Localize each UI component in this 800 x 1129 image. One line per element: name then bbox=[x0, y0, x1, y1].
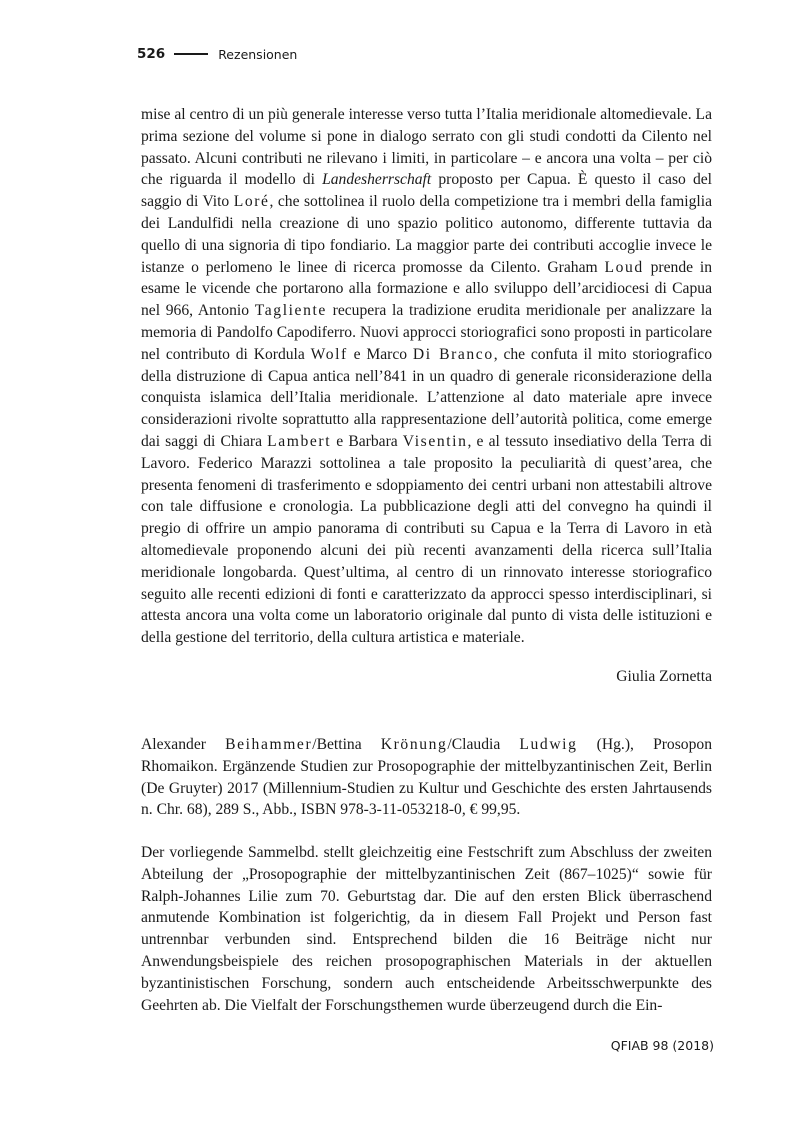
review-paragraph: Der vorliegende Sammelbd. stellt gleichzeitig eine Festschrift zum Abschluss der zweiten Abteilung der „Prosopographie der mittelbyzantinischen Zeit (867–1025)“ sowie für Ralph-Johannes Lilie zum 70. Geburtstag dar. Die auf den ersten Blick überraschend anmutende Kombination ist folgerichtig, da in diesem Fall Projekt und Person fast untrennbar verbunden sind. Entsprechend bilden die 16 Beiträge nicht nur Anwendungsbeispiele des reichen prosopographischen Materials in der aktuellen byzantinistischen Forschung, sondern auch entscheidende Arbeitsschwerpunkte des Geehrten ab. Die Vielfalt der Forschungsthemen wurde überzeugend durch die Ein- bbox=[141, 844, 712, 1014]
italic-term: Landesherrschaft bbox=[322, 171, 432, 189]
author-name: Lambert bbox=[267, 432, 332, 450]
editor-name: Beihammer bbox=[225, 736, 313, 753]
author-name: Di Branco bbox=[412, 345, 494, 363]
journal-footer: QFIAB 98 (2018) bbox=[610, 1038, 714, 1053]
review-body bbox=[141, 842, 712, 1016]
author-name: Wolf bbox=[310, 345, 348, 363]
author-name: Loud bbox=[604, 258, 644, 276]
header-rule bbox=[174, 53, 208, 55]
editor-name: Krönung bbox=[380, 736, 448, 753]
editor-name: Ludwig bbox=[519, 736, 578, 753]
section-title: Rezensionen bbox=[218, 46, 298, 62]
review-paragraph: mise al centro di un più generale interesse verso tutta l’Italia meridionale altomedievale. La prima sezione del volume si pone in dialogo serrato con gli studi condotti da Cilento nel passato. Alcuni contributi ne rilevano i limiti, in particolare – e ancora una volta – per ciò che riguarda il modello di Landesherrschaft proposto per Capua. È questo il caso del saggio di Vito Loré, che sottolinea il ruolo della competizione tra i membri della famiglia dei Landulfidi nella creazione di uno spazio politico autonomo, differente tuttavia da quello di una signoria di tipo fondiario. La maggior parte dei contributi accoglie invece le istanze o perlomeno le linee di ricerca promosse da Cilento. Graham Loud prende in esame le vicende che portarono alla formazione e allo sviluppo dell’arcidiocesi di Capua nel 966, Antonio Tagliente recupera la tradizione erudita meridionale per analizzare la memoria di Pandolfo Capodiferro. Nuovi approcci storiografici sono proposti in particolare nel contributo di Kordula Wolf e Marco Di Branco, che confuta il mito storiografico della distruzione di Capua antica nell’841 in un quadro di generale riconsiderazione della conquista islamica dell’Italia meridionale. L’attenzione al dato materiale apre invece considerazioni rivolte soprattutto alla rappresentazione dell’autorità politica, come emerge dai saggi di Chiara Lambert e Barbara Visentin, e al tessuto insediativo della Terra di Lavoro. Federico Marazzi sottolinea a tale proposito la peculiarità di quest’area, che presenta fenomeni di trasferimento e sdoppiamento dei centri urbani non attestabili altrove con tale diffusione e cronologia. La pubblicazione degli atti del convegno ha quindi il pregio di offrire un ampio panorama di contributi su Capua e la Terra di Lavoro in età altomedievale proponendo alcuni dei più recenti avanzamenti della ricerca sull’Italia meridionale longobarda. Quest’ultima, al centro di un rinnovato interesse storiografico seguito alle recenti edizioni di fonti e caratterizzato da approcci spesso interdisciplinari, si attesta ancora una volta come un laboratorio originale dal punto di vista delle istituzioni e della gestione del territorio, della cultura artistica e materiale. bbox=[141, 106, 713, 647]
reviewer-signature: Giulia Zornetta bbox=[616, 668, 712, 685]
running-header bbox=[137, 44, 297, 64]
author-name: Visentin bbox=[402, 432, 468, 450]
author-name: Tagliente bbox=[254, 302, 327, 320]
author-name: Loré bbox=[233, 193, 270, 211]
review-citation: Alexander Beihammer/Bettina Krönung/Claudia Ludwig (Hg.), Prosopon Rhomaikon. Ergänzende Studien zur Prosopographie der mittelbyzantinischen Zeit, Berlin (De Gruyter) 2017 (Millennium-Studien zu Kultur und Geschichte des ersten Jahrtausends n. Chr. 68), 289 S., Abb., ISBN 978-3-11-053218-0, € 99,95. bbox=[141, 736, 712, 819]
review-body-continued bbox=[141, 104, 712, 649]
page-number: 526 bbox=[137, 46, 166, 62]
